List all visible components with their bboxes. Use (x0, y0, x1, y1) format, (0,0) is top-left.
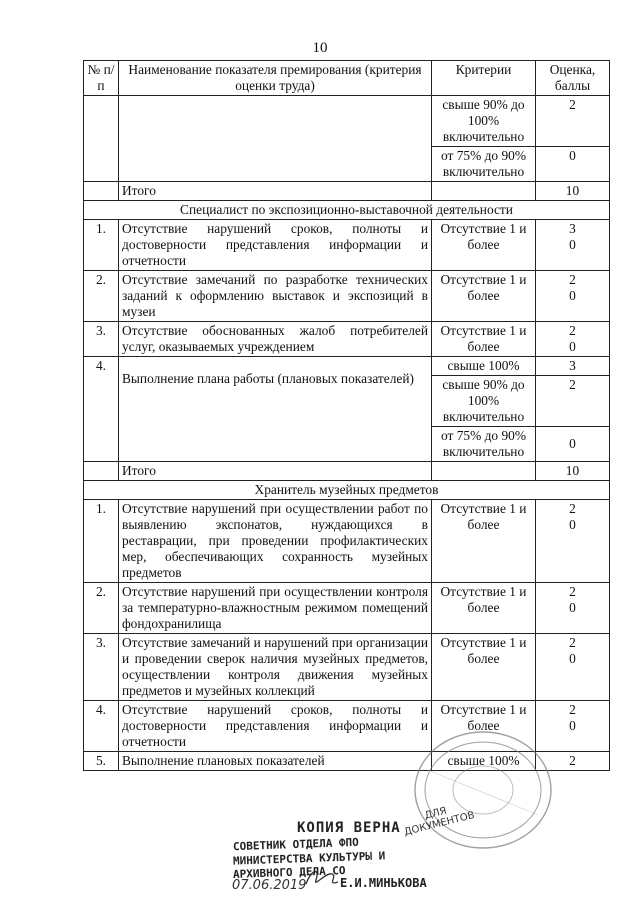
score-cell (536, 500, 610, 583)
criteria-cell: Отсутствие 1 и более (432, 271, 536, 322)
score-cell (536, 271, 610, 322)
score-value: 0 (569, 288, 576, 303)
section-title: Хранитель музейных предметов (84, 481, 610, 500)
table-row (84, 357, 610, 376)
score-value: 0 (569, 339, 576, 354)
table-row (84, 583, 610, 634)
header-score: Оценка, баллы (536, 61, 610, 96)
score-value: 2 (569, 635, 576, 650)
round-seal-stamp (388, 730, 558, 870)
score-value: 0 (569, 517, 576, 532)
score-cell (536, 322, 610, 357)
table-row (84, 322, 610, 357)
criteria-cell: свыше 100% (432, 357, 536, 376)
indicator-name: Выполнение плана работы (плановых показателей) (119, 357, 432, 462)
row-number: 1. (84, 220, 119, 271)
table-row (84, 500, 610, 583)
certifier-position-line2: МИНИСТЕРСТВА КУЛЬТУРЫ И (232, 849, 386, 868)
criteria-cell: Отсутствие 1 и более (432, 220, 536, 271)
section-header-row (84, 201, 610, 220)
criteria-cell: Отсутствие 1 и более (432, 500, 536, 583)
score-cell (536, 634, 610, 701)
page-number: 10 (312, 40, 328, 56)
criteria-cell: Отсутствие 1 и более (432, 583, 536, 634)
certifier-position-line3: АРХИВНОГО ДЕЛА СО (232, 864, 346, 881)
score-cell: 0 (536, 147, 610, 182)
indicator-name: Отсутствие нарушений сроков, полноты и достоверности представления информации и отчетности (119, 220, 432, 271)
score-value: 0 (569, 718, 576, 733)
score-cell: 2 (536, 376, 610, 427)
total-row (84, 182, 610, 201)
row-number: 4. (84, 701, 119, 752)
indicator-name: Отсутствие замечаний и нарушений при организации и проведении сверок наличия музейных предметов, осуществлении контроля движения музейных предметов и музейных коллекций (119, 634, 432, 701)
indicator-name: Выполнение плановых показателей (119, 752, 432, 771)
table-header-row (84, 61, 610, 96)
indicator-name: Отсутствие нарушений сроков, полноты и достоверности представления информации и отчетности (119, 701, 432, 752)
row-number: 3. (84, 634, 119, 701)
total-label: Итого (119, 462, 432, 481)
total-row (84, 462, 610, 481)
criteria-cell: свыше 100% (432, 752, 536, 771)
header-num: № п/п (84, 61, 119, 96)
criteria-cell: свыше 90% до 100% включительно (432, 96, 536, 147)
score-value: 0 (569, 237, 576, 252)
certification-date: 07.06.2019 (232, 878, 307, 893)
row-number: 2. (84, 583, 119, 634)
score-value: 0 (569, 651, 576, 666)
indicator-name: Отсутствие обоснованных жалоб потребителей услуг, оказываемых учреждением (119, 322, 432, 357)
criteria-cell: Отсутствие 1 и более (432, 322, 536, 357)
row-number: 1. (84, 500, 119, 583)
score-value: 2 (569, 501, 576, 516)
certifier-name: Е.И.МИНЬКОВА (340, 876, 427, 890)
score-cell (536, 583, 610, 634)
criteria-cell: от 75% до 90% включительно (432, 427, 536, 462)
score-cell: 0 (536, 427, 610, 462)
score-cell: 3 (536, 357, 610, 376)
documents-stamp: ДЛЯ ДОКУМЕНТОВ (403, 805, 476, 839)
row-number: 5. (84, 752, 119, 771)
indicator-name: Отсутствие нарушений при осуществлении контроля за температурно-влажностным режимом помещений фондохранилища (119, 583, 432, 634)
score-value: 2 (569, 272, 576, 287)
bonus-criteria-table (83, 60, 610, 771)
table-row (84, 271, 610, 322)
copy-certified-stamp: КОПИЯ ВЕРНА (297, 820, 401, 836)
criteria-cell: Отсутствие 1 и более (432, 634, 536, 701)
score-cell: 2 (536, 752, 610, 771)
table-row (84, 634, 610, 701)
score-value: 3 (569, 221, 576, 236)
table-row (84, 96, 610, 147)
total-label: Итого (119, 182, 432, 201)
row-number: 3. (84, 322, 119, 357)
handwritten-signature (302, 862, 342, 892)
indicator-name: Отсутствие замечаний по разработке технических заданий к оформлению выставок и экспозиций в музеи (119, 271, 432, 322)
section-header-row (84, 481, 610, 500)
header-criteria: Критерии (432, 61, 536, 96)
score-cell (536, 220, 610, 271)
score-value: 2 (569, 323, 576, 338)
certifier-position-line1: СОВЕТНИК ОТДЕЛА ФПО (232, 835, 360, 854)
score-value: 2 (569, 584, 576, 599)
score-value: 2 (569, 702, 576, 717)
indicator-name: Отсутствие нарушений при осуществлении работ по выявлению экспонатов, нуждающихся в реставрации, при проведении профилактических мер, обеспечивающих сохранность музейных предметов (119, 500, 432, 583)
criteria-cell: от 75% до 90% включительно (432, 147, 536, 182)
row-number: 4. (84, 357, 119, 462)
score-cell: 2 (536, 96, 610, 147)
total-value: 10 (536, 462, 610, 481)
score-value: 0 (569, 600, 576, 615)
section-title: Специалист по экспозиционно-выставочной деятельности (84, 201, 610, 220)
header-name: Наименование показателя премирования (критерия оценки труда) (119, 61, 432, 96)
row-number: 2. (84, 271, 119, 322)
criteria-cell: свыше 90% до 100% включительно (432, 376, 536, 427)
total-value: 10 (536, 182, 610, 201)
table-row (84, 220, 610, 271)
criteria-cell: Отсутствие 1 и более (432, 701, 536, 752)
